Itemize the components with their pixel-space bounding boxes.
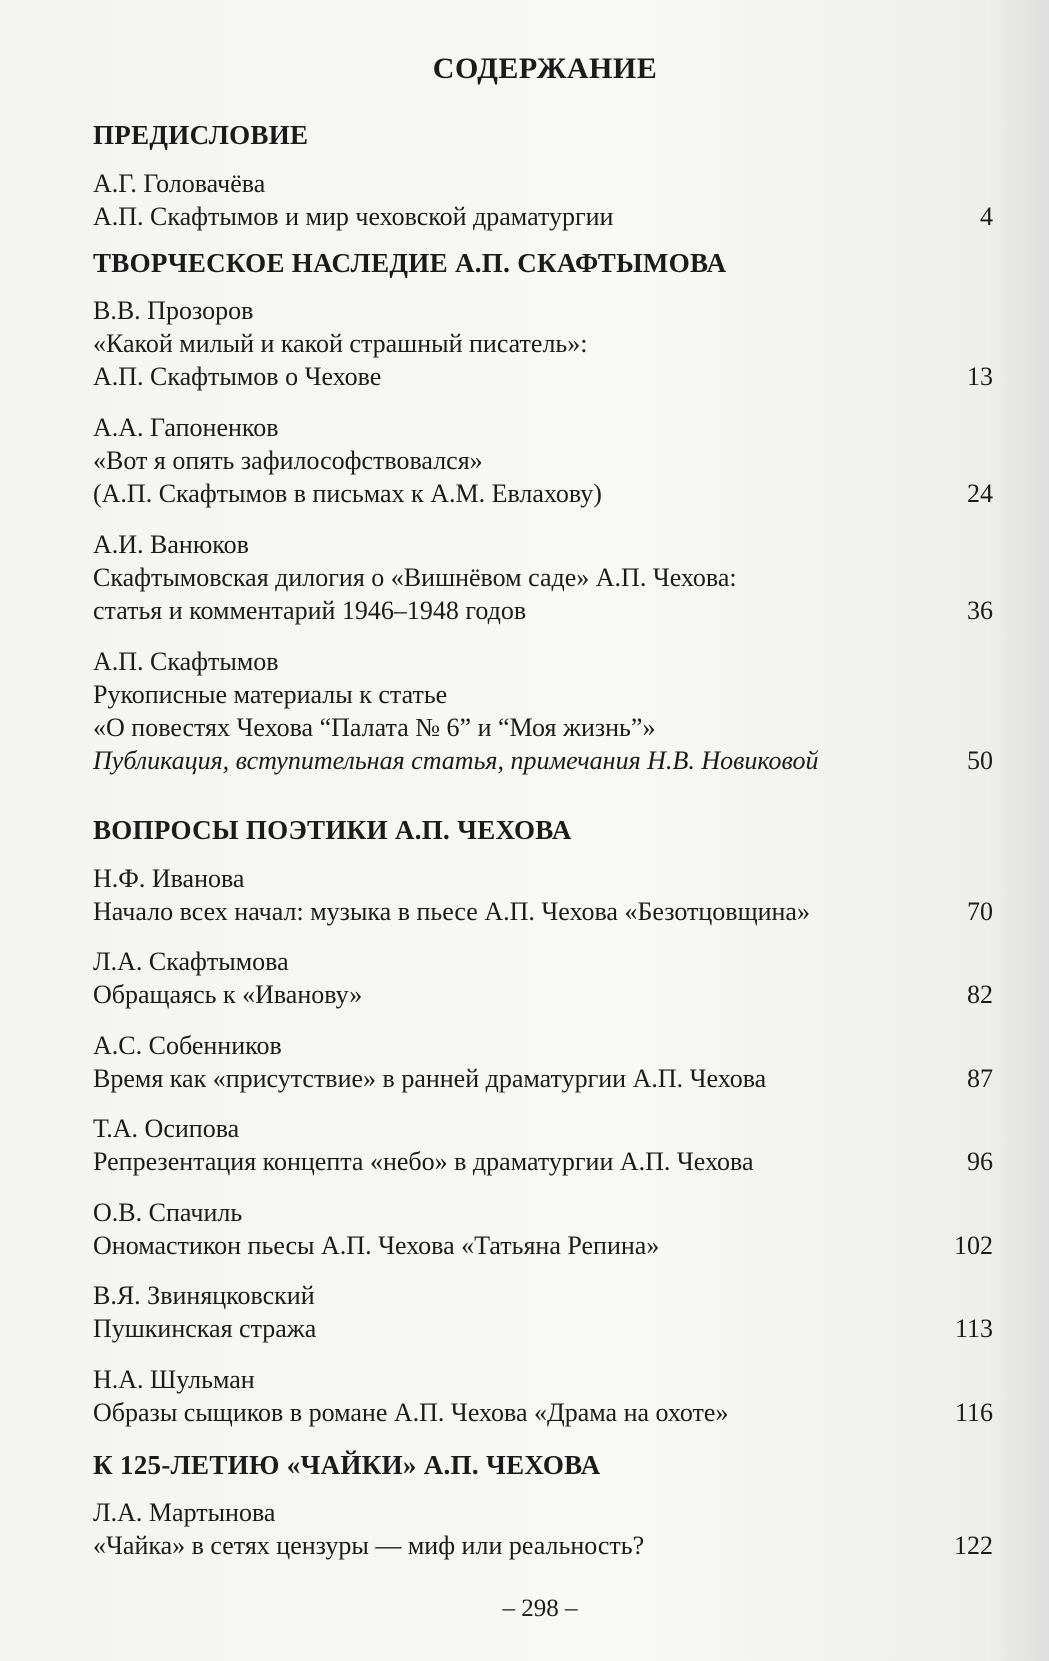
entry-title-line: Репрезентация концепта «небо» в драматургии А.П. Чехова (93, 1147, 754, 1176)
entry-author: Л.А. Мартынова (93, 1498, 276, 1527)
entry-page-number: 113 (954, 1314, 993, 1343)
entry-title-line: Скафтымовская дилогия о «Вишнёвом саде» А.П. Чехова: (93, 563, 737, 592)
toc-entry[interactable] (93, 167, 993, 233)
entry-title-line: «О повестях Чехова “Палата № 6” и “Моя жизнь”» (93, 713, 656, 742)
entry-author: О.В. Спачиль (93, 1198, 243, 1227)
entry-publication-note: Публикация, вступительная статья, примечания Н.В. Новиковой (93, 746, 819, 775)
entry-page-number: 24 (967, 479, 993, 508)
entry-title-line: Время как «присутствие» в ранней драматургии А.П. Чехова (93, 1064, 767, 1093)
entry-author: Л.А. Скафтымова (93, 947, 289, 976)
entry-author: Н.А. Шульман (93, 1365, 255, 1394)
entry-page-number: 4 (980, 202, 993, 231)
entry-author: В.Я. Звиняцковский (93, 1281, 315, 1310)
entry-title-line: «Чайка» в сетях цензуры — миф или реальность? (93, 1531, 645, 1560)
section-heading: ТВОРЧЕСКОЕ НАСЛЕДИЕ А.П. СКАФТЫМОВА (93, 248, 727, 278)
entry-page-number: 36 (967, 596, 993, 625)
entry-page-number: 70 (967, 897, 993, 926)
entry-title-line: Начало всех начал: музыка в пьесе А.П. Чехова «Безотцовщина» (93, 897, 810, 926)
entry-title-line: Обращаясь к «Иванову» (93, 980, 363, 1009)
entry-page-number: 13 (967, 362, 993, 391)
toc-entry[interactable] (93, 1279, 993, 1345)
entry-page-number: 50 (967, 746, 993, 775)
entry-title-line: статья и комментарий 1946–1948 годов (93, 596, 527, 625)
entry-author: В.В. Прозоров (93, 296, 254, 325)
entry-title-line: А.П. Скафтымов о Чехове (93, 362, 382, 391)
toc-entry[interactable] (93, 1363, 993, 1429)
entry-author: А.С. Собенников (93, 1031, 282, 1060)
entry-title-line: «Вот я опять зафилософствовался» (93, 446, 483, 475)
entry-title-line: Образы сыщиков в романе А.П. Чехова «Драма на охоте» (93, 1398, 729, 1427)
toc-entry[interactable] (93, 1196, 993, 1262)
toc-entry[interactable] (93, 411, 993, 510)
entry-author: А.П. Скафтымов (93, 647, 279, 676)
entry-author: Н.Ф. Иванова (93, 864, 245, 893)
entry-page-number: 116 (954, 1398, 993, 1427)
section-heading: К 125-ЛЕТИЮ «ЧАЙКИ» А.П. ЧЕХОВА (93, 1450, 601, 1480)
entry-page-number: 96 (967, 1147, 993, 1176)
entry-page-number: 82 (967, 980, 993, 1009)
toc-entry[interactable] (93, 645, 993, 777)
toc-entry[interactable] (93, 1029, 993, 1095)
toc-entry[interactable] (93, 945, 993, 1011)
toc-entry[interactable] (93, 862, 993, 928)
entry-title-line: Рукописные материалы к статье (93, 680, 448, 709)
toc-entry[interactable] (93, 1496, 993, 1562)
page-number-footer: – 298 – (502, 1595, 578, 1622)
entry-title-line: (А.П. Скафтымов в письмах к А.М. Евлахову) (93, 479, 602, 508)
entry-page-number: 102 (954, 1231, 993, 1260)
entry-title-line: «Какой милый и какой страшный писатель»: (93, 329, 588, 358)
toc-entry[interactable] (93, 528, 993, 627)
entry-title-line: Пушкинская стража (93, 1314, 317, 1343)
entry-author: Т.А. Осипова (93, 1114, 240, 1143)
toc-entry[interactable] (93, 294, 993, 393)
section-heading: ВОПРОСЫ ПОЭТИКИ А.П. ЧЕХОВА (93, 815, 572, 845)
entry-author: А.И. Ванюков (93, 530, 249, 559)
entry-page-number: 122 (954, 1531, 993, 1560)
entry-title-line: А.П. Скафтымов и мир чеховской драматургии (93, 202, 614, 231)
entry-author: А.Г. Головачёва (93, 169, 266, 198)
toc-entry[interactable] (93, 1112, 993, 1178)
section-heading: ПРЕДИСЛОВИЕ (93, 120, 309, 150)
entry-title-line: Ономастикон пьесы А.П. Чехова «Татьяна Репина» (93, 1231, 660, 1260)
entry-author: А.А. Гапоненков (93, 413, 279, 442)
page-title: СОДЕРЖАНИЕ (432, 52, 658, 85)
entry-page-number: 87 (967, 1064, 993, 1093)
